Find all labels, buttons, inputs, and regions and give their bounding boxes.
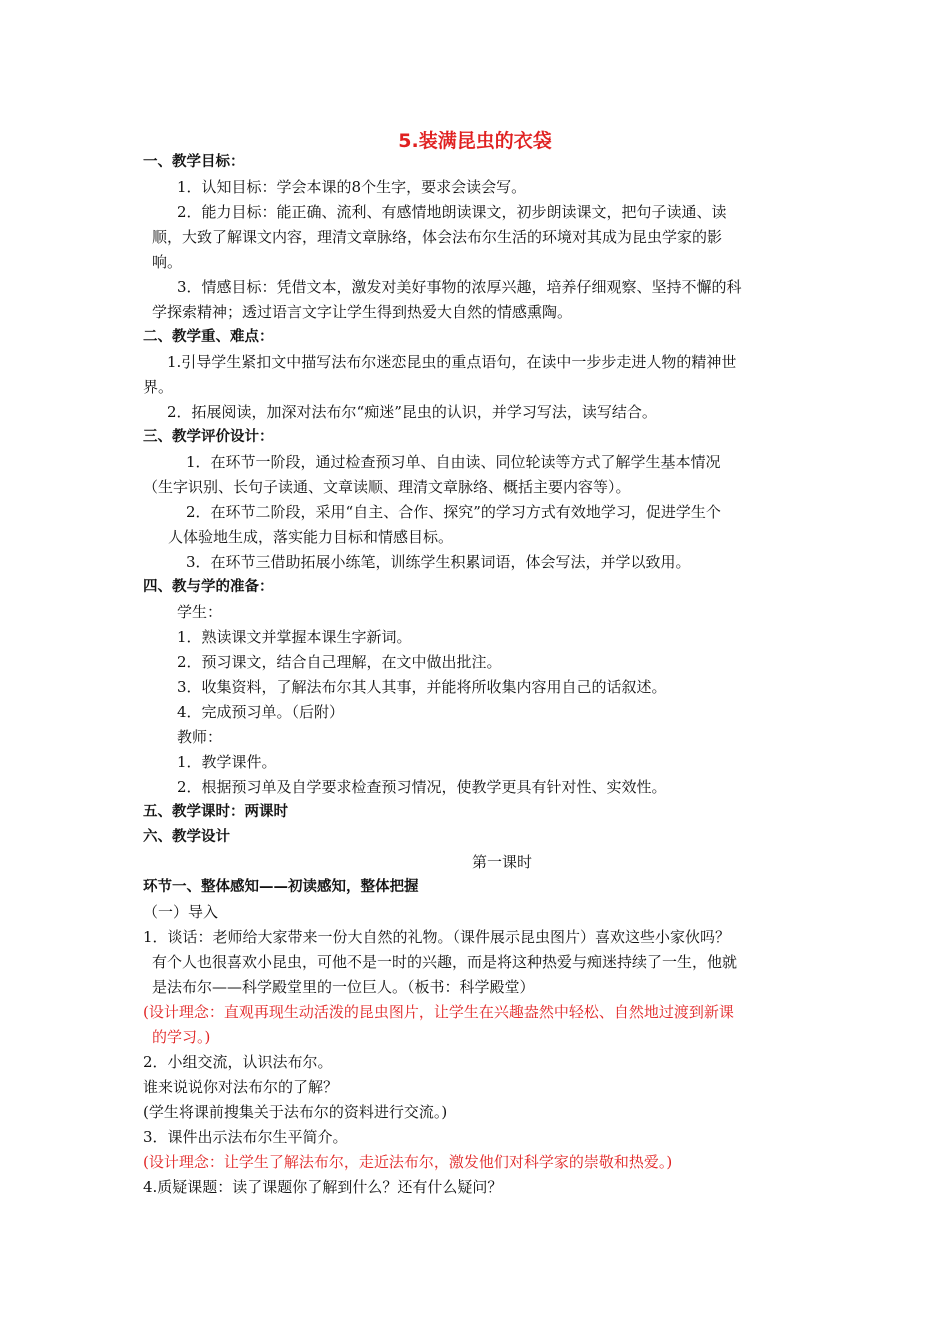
intro-step-1-line1: 1．谈话：老师给大家带来一份大自然的礼物。（课件展示昆虫图片）喜欢这些小家伙吗？ [143,928,731,946]
section-heading-keypoints: 二、教学重、难点： [143,329,274,345]
evaluation-2-line2: 人体验地生成，落实能力目标和情感目标。 [168,528,454,546]
design-note-1-line1: (设计理念：直观再现生动活泼的昆虫图片，让学生在兴趣盎然中轻松、自然地过渡到新课 [143,1003,734,1021]
keypoint-1-line1: 1.引导学生紧扣文中描写法布尔迷恋昆虫的重点语句，在读中一步步走进人物的精神世 [167,353,737,371]
objective-ability-line3: 响。 [152,253,183,271]
objective-emotion-line2: 学探索精神；透过语言文字让学生得到热爱大自然的情感熏陶。 [152,303,573,321]
objective-cognitive: 1．认知目标：学会本课的8个生字，要求会读会写。 [177,178,527,196]
section-heading-design: 六、教学设计 [143,829,230,845]
evaluation-2-line1: 2．在环节二阶段，采用“自主、合作、探究”的学习方式有效地学习，促进学生个 [186,503,721,521]
evaluation-3: 3．在环节三借助拓展小练笔，训练学生积累词语，体会写法，并学以致用。 [186,553,691,571]
lesson-heading: 第一课时 [471,853,532,871]
evaluation-1-line1: 1．在环节一阶段，通过检查预习单、自由读、同位轮读等方式了解学生基本情况 [186,453,721,471]
intro-step-1-line2: 有个人也很喜欢小昆虫，可他不是一时的兴趣，而是将这种热爱与痴迷持续了一生，他就 [152,953,738,971]
objective-ability-line2: 顺，大致了解课文内容，理清文章脉络，体会法布尔生活的环境对其成为昆虫学家的影 [152,228,723,246]
prep-student-3: 3．收集资料，了解法布尔其人其事，并能将所收集内容用自己的话叙述。 [177,678,667,696]
section-heading-evaluation: 三、教学评价设计： [143,429,274,445]
section-heading-objectives: 一、教学目标： [143,154,245,170]
link-1-heading: 环节一、整体感知——初读感知，整体把握 [143,879,419,895]
keypoint-1-line2: 界。 [143,378,174,396]
intro-step-2-note: (学生将课前搜集关于法布尔的资料进行交流。) [143,1103,448,1121]
objective-ability-line1: 2．能力目标：能正确、流利、有感情地朗读课文，初步朗读课文，把句子读通、读 [177,203,727,221]
prep-teacher-label: 教师： [177,728,223,746]
intro-step-2-question: 谁来说说你对法布尔的了解？ [143,1078,339,1096]
intro-step-3: 3．课件出示法布尔生平简介。 [143,1128,348,1146]
prep-student-2: 2．预习课文，结合自己理解，在文中做出批注。 [177,653,502,671]
prep-student-label: 学生： [177,603,223,621]
evaluation-1-line2: （生字识别、长句子读通、文章读顺、理清文章脉络、概括主要内容等）。 [143,478,631,496]
objective-emotion-line1: 3．情感目标：凭借文本，激发对美好事物的浓厚兴趣，培养仔细观察、坚持不懈的科 [177,278,742,296]
section-heading-preparation: 四、教与学的准备： [143,579,274,595]
prep-teacher-2: 2．根据预习单及自学要求检查预习情况，使教学更具有针对性、实效性。 [177,778,667,796]
intro-step-4: 4.质疑课题：读了课题你了解到什么？还有什么疑问？ [143,1178,503,1196]
section-heading-hours: 五、教学课时：两课时 [143,804,288,820]
keypoint-2: 2．拓展阅读，加深对法布尔“痴迷”昆虫的认识，并学习写法，读写结合。 [167,403,657,421]
prep-student-4: 4．完成预习单。（后附） [177,703,345,721]
design-note-1-line2: 的学习。) [152,1028,211,1046]
design-note-2: (设计理念：让学生了解法布尔，走近法布尔，激发他们对科学家的崇敬和热爱。) [143,1153,673,1171]
intro-step-1-line3: 是法布尔——科学殿堂里的一位巨人。（板书：科学殿堂） [152,978,535,996]
intro-step-2: 2．小组交流，认识法布尔。 [143,1053,333,1071]
intro-heading: （一）导入 [143,903,219,921]
document-title: 5.装满昆虫的衣袋 [398,130,552,152]
prep-teacher-1: 1．教学课件。 [177,753,277,771]
prep-student-1: 1．熟读课文并掌握本课生字新词。 [177,628,412,646]
